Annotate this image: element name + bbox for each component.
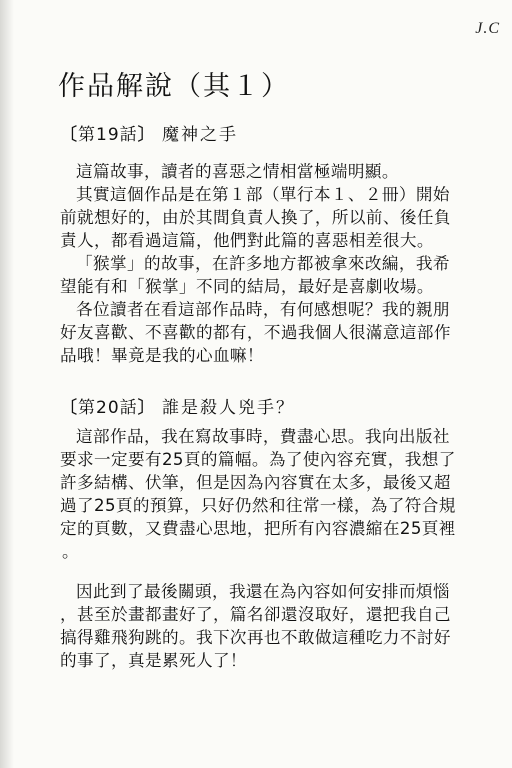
heading-bracket-close: 〕 [137,125,156,145]
paragraph-line: 許多結構、伏筆，但是因為內容實在太多，最後又超 [60,473,451,492]
paragraph-line: 因此到了最後關頭，我還在為內容如何安排而煩惱 [76,582,450,601]
paragraph-line: 定的頁數，又費盡心思地，把所有內容濃縮在25頁裡 [60,519,456,538]
paragraph-line: 各位讀者在看這部作品時，有何感想呢？我的親朋 [76,300,450,319]
paragraph-line: 其實這個作品是在第１部（單行本１、２冊）開始 [76,185,450,204]
paragraph-line: 的事了，真是累死人了！ [60,651,247,670]
section-body-episode-20 [60,425,470,563]
section-body-episode-19 [60,160,470,367]
paragraph-line: 前就想好的，由於其間負責人換了，所以前、後任負 [60,208,451,227]
section-body-episode-20-continued [60,580,470,672]
section-heading-episode-19 [60,120,238,145]
heading-bracket-open: 〔 [60,125,78,145]
paragraph-line: 這部作品，我在寫故事時，費盡心思。我向出版社 [76,427,450,446]
paragraph-line: 望能有和「猴掌」不同的結局，最好是喜劇收場。 [60,277,434,296]
paragraph-line: 。 [62,542,79,561]
paragraph-line: 品哦！畢竟是我的心血嘛！ [60,346,264,365]
corner-initials: J.C [475,20,500,37]
paragraph-line: 「猴掌」的故事，在許多地方都被拿來改編，我希 [76,254,450,273]
episode-label: 第19話 [78,125,138,145]
episode-label: 第20話 [78,398,138,418]
heading-bracket-open: 〔 [60,398,78,418]
scan-edge-shade [0,0,14,768]
paragraph-line: 責人，都看過這篇，他們對此篇的喜惡相差很大。 [60,231,434,250]
paragraph-line: 要求一定要有25頁的篇幅。為了使內容充實，我想了 [60,450,456,469]
paragraph-line: ，甚至於畫都畫好了，篇名卻還沒取好，還把我自己 [60,605,451,624]
heading-bracket-close: 〕 [137,398,156,418]
episode-title: 誰是殺人兇手？ [162,398,296,418]
section-heading-episode-20 [60,393,295,418]
paragraph-line: 過了25頁的預算，只好仍然和往常一樣，為了符合規 [60,496,456,515]
paragraph-line: 搞得雞飛狗跳的。我下次再也不敢做這種吃力不討好 [60,628,451,647]
paragraph-line: 好友喜歡、不喜歡的都有，不過我個人很滿意這部作 [60,323,451,342]
episode-title: 魔神之手 [162,125,239,145]
paragraph-line: 這篇故事，讀者的喜惡之情相當極端明顯。 [76,162,399,181]
page-title: 作品解說（其１） [58,71,290,102]
